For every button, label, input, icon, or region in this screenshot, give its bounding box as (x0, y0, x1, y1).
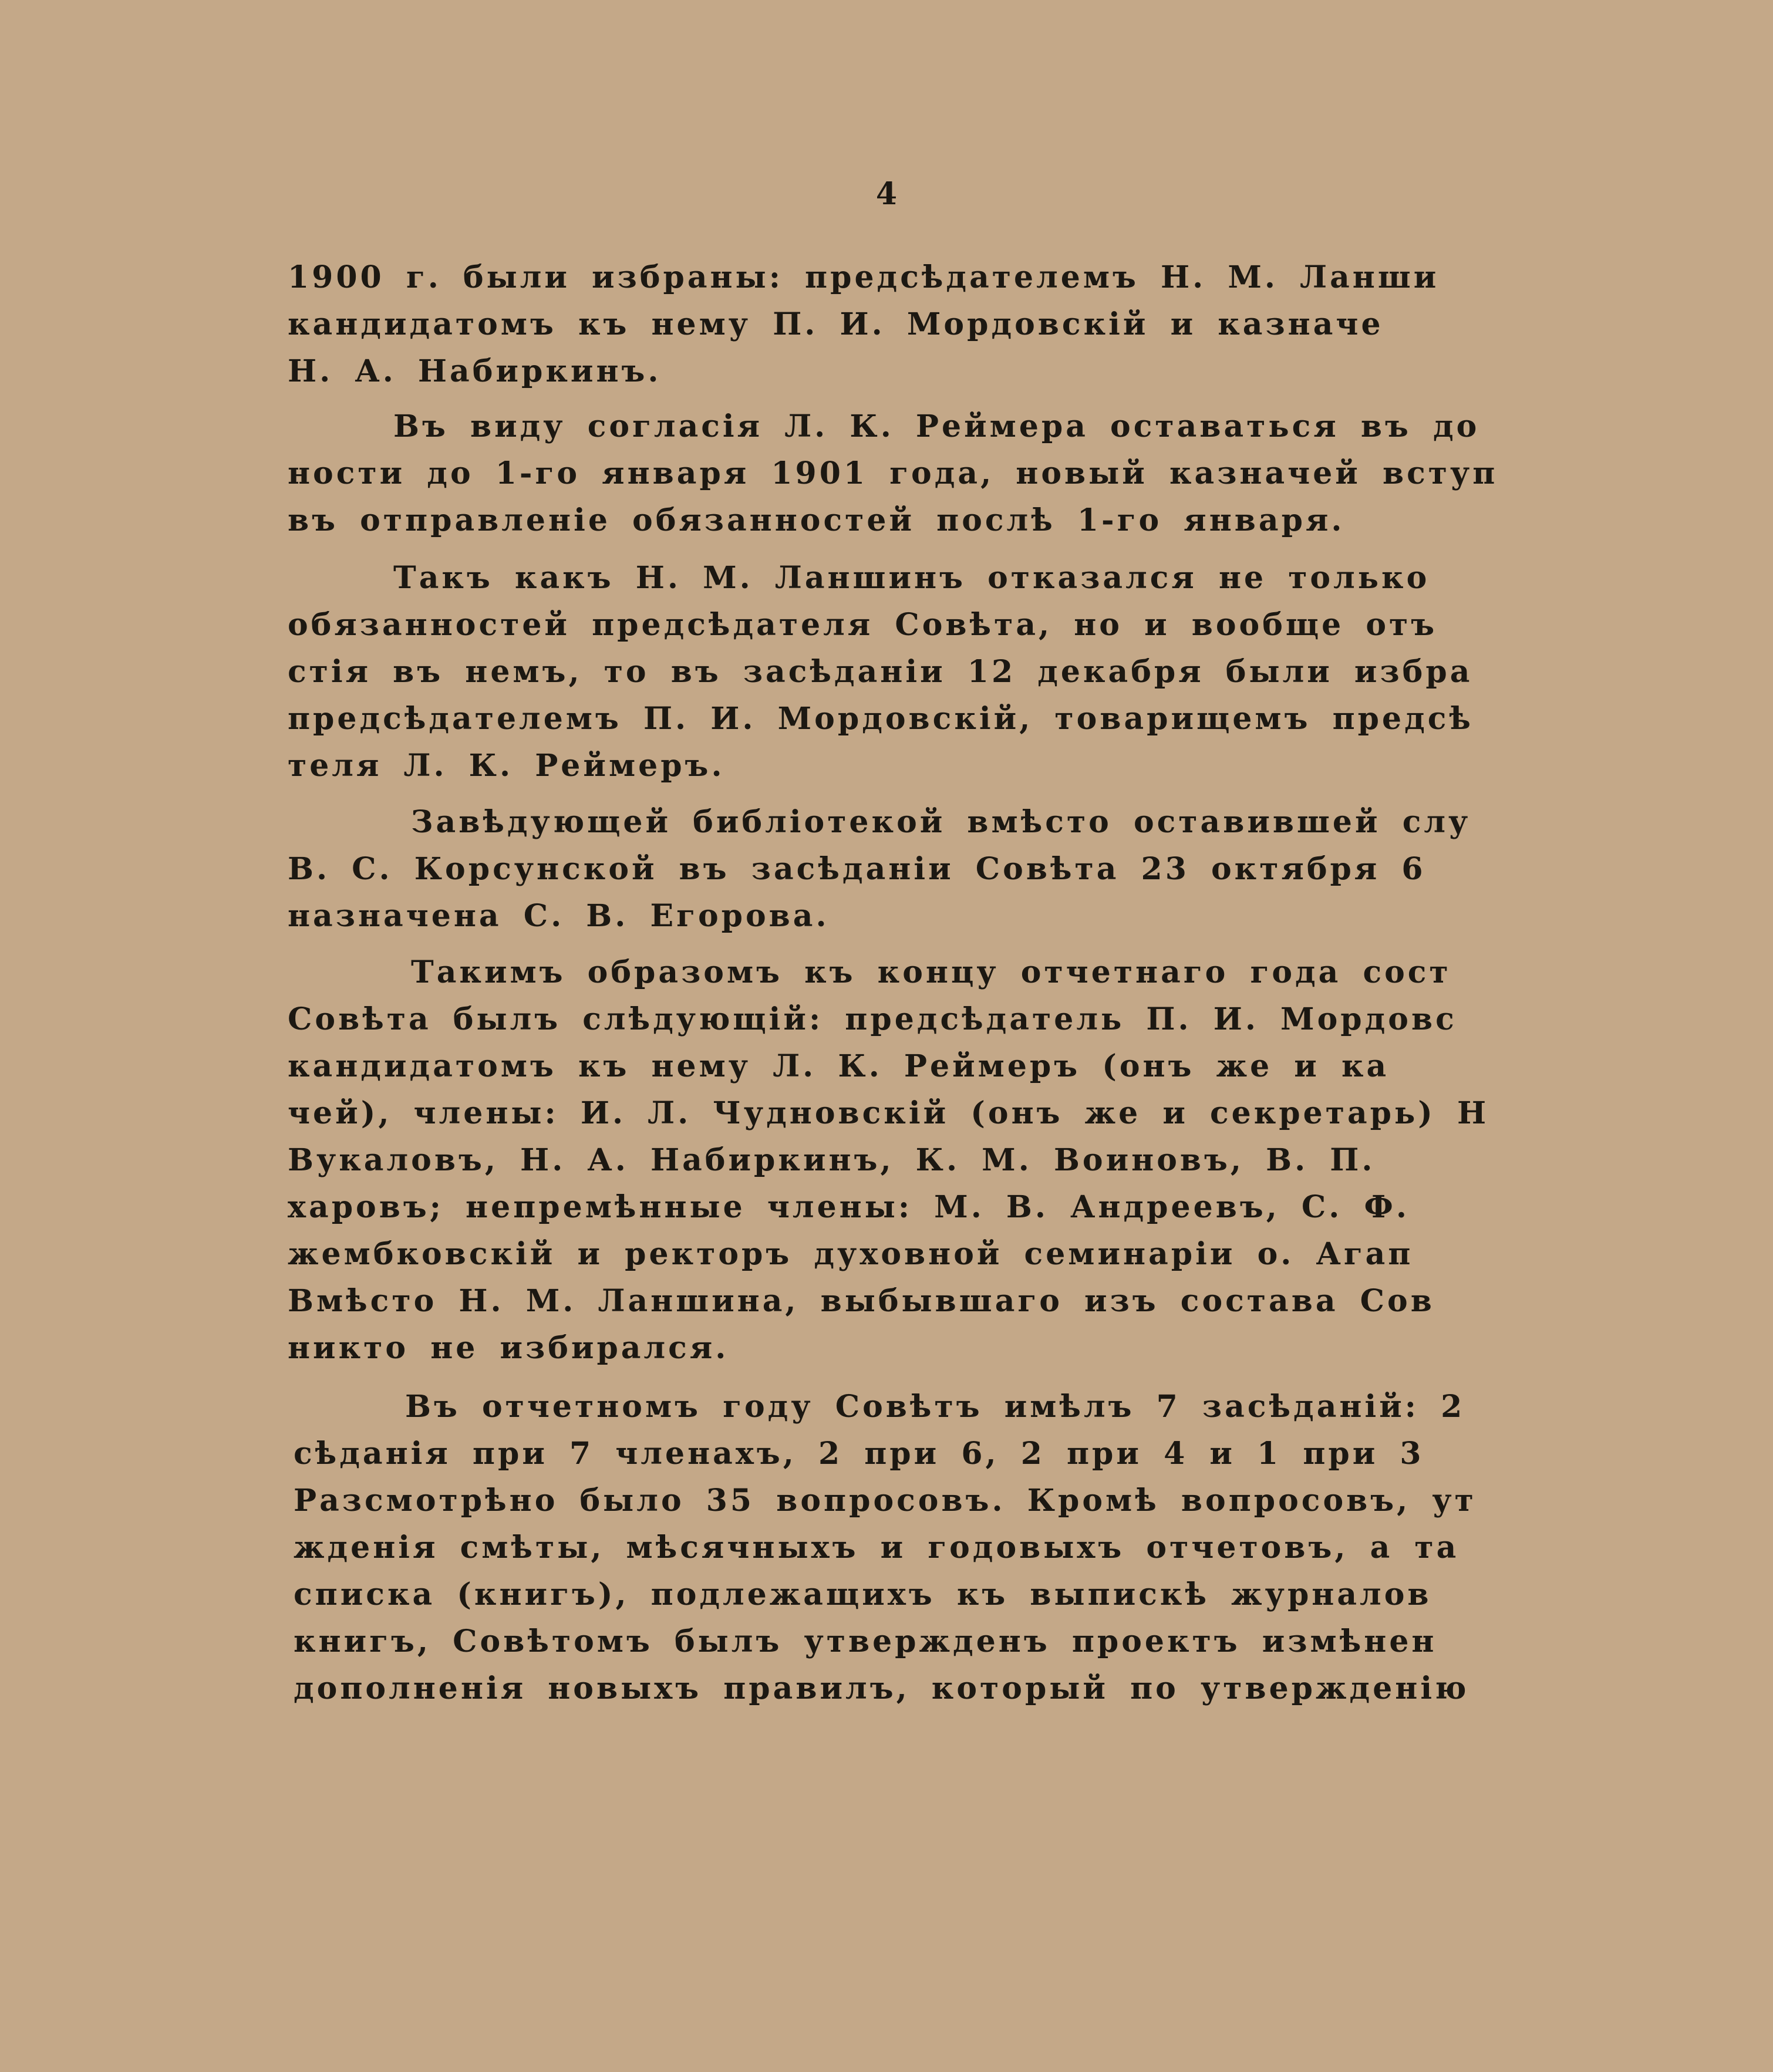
text-line: книгъ, Совѣтомъ былъ утвержденъ проектъ измѣнен (294, 1624, 1437, 1659)
text-line: назначена С. В. Егорова. (288, 898, 830, 934)
text-line: кандидатомъ къ нему Л. К. Реймеръ (онъ же и ка (288, 1048, 1390, 1084)
text-line: теля Л. К. Реймеръ. (288, 748, 725, 784)
text-line: жембковскій и ректоръ духовной семинаріи о. Агап (288, 1236, 1414, 1272)
text-line: сѣданія при 7 членахъ, 2 при 6, 2 при 4 и 1 при 3 (294, 1436, 1424, 1472)
text-line: предсѣдателемъ П. И. Мордовскій, товарищемъ предсѣ (288, 701, 1474, 737)
text-line: харовъ; непремѣнные члены: М. В. Андреевъ, С. Ф. (288, 1189, 1410, 1225)
text-line: Въ виду согласія Л. К. Реймера оставаться въ до (393, 409, 1480, 444)
text-line: Такъ какъ Н. М. Ланшинъ отказался не только (393, 560, 1430, 596)
text-line: кандидатомъ къ нему П. И. Мордовскій и казначе (288, 306, 1384, 342)
text-line: жденія смѣты, мѣсячныхъ и годовыхъ отчетовъ, а та (294, 1530, 1459, 1565)
text-line: Вмѣсто Н. М. Ланшина, выбывшаго изъ состава Сов (288, 1283, 1435, 1319)
text-line: 1900 г. были избраны: предсѣдателемъ Н. М. Ланши (288, 259, 1440, 295)
text-line: Совѣта былъ слѣдующій: предсѣдатель П. И. Мордовс (288, 1001, 1457, 1037)
text-line: дополненія новыхъ правилъ, который по утвержденію (294, 1671, 1469, 1706)
text-line: В. С. Корсунской въ засѣданіи Совѣта 23 октября 6 (288, 851, 1426, 887)
text-line: Разсмотрѣно было 35 вопросовъ. Кромѣ вопросовъ, ут (294, 1483, 1477, 1518)
text-line: Вукаловъ, Н. А. Набиркинъ, К. М. Воиновъ, В. П. (288, 1142, 1376, 1178)
text-line: никто не избирался. (288, 1330, 729, 1366)
text-line: списка (книгъ), подлежащихъ къ выпискѣ журналов (294, 1577, 1432, 1612)
page-number: 4 (875, 176, 898, 212)
text-line: Въ отчетномъ году Совѣтъ имѣлъ 7 засѣданій: 2 (405, 1389, 1465, 1425)
text-line: въ отправленіе обязанностей послѣ 1-го января. (288, 502, 1345, 538)
text-line: Н. А. Набиркинъ. (288, 353, 662, 389)
text-line: стія въ немъ, то въ засѣданіи 12 декабря были избра (288, 654, 1473, 690)
text-line: Завѣдующей библіотекой вмѣсто оставившей слу (411, 804, 1471, 840)
text-line: ности до 1-го января 1901 года, новый казначей вступ (288, 455, 1498, 491)
text-line: Такимъ образомъ къ концу отчетнаго года сост (411, 954, 1451, 990)
text-line: чей), члены: И. Л. Чудновскій (онъ же и секретарь) Н (288, 1095, 1489, 1131)
text-line: обязанностей предсѣдателя Совѣта, но и вообще отъ (288, 607, 1438, 643)
